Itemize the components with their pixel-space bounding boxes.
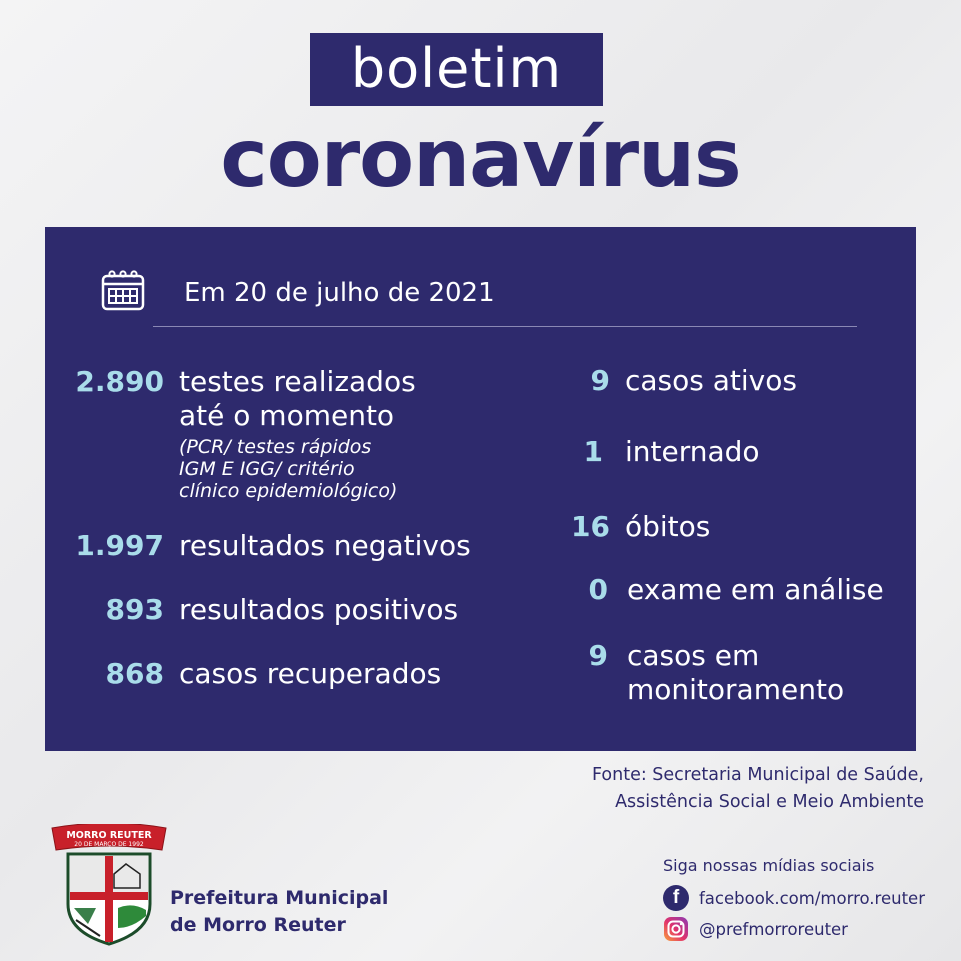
calendar-icon — [101, 269, 145, 311]
instagram-link[interactable] — [663, 916, 848, 942]
boletim-tag — [310, 33, 603, 106]
stat-label-monitoring-line2: monitoramento — [627, 673, 845, 706]
stat-label-tests-line1: testes realizados — [179, 365, 416, 398]
municipal-crest — [48, 824, 170, 946]
stat-label-active: casos ativos — [625, 364, 797, 397]
page-title: coronavírus — [220, 112, 741, 205]
stat-value-negatives: 1.997 — [75, 529, 164, 562]
organization-line2: de Morro Reuter — [170, 914, 346, 936]
organization-line1: Prefeitura Municipal — [170, 887, 389, 909]
facebook-handle: facebook.com/morro.reuter — [699, 888, 925, 908]
stat-label-negatives: resultados negativos — [179, 529, 471, 562]
boletim-tag-text: boletim — [350, 37, 563, 100]
stat-label-recovered: casos recuperados — [179, 657, 442, 690]
stat-label-pending: exame em análise — [627, 573, 884, 606]
divider — [153, 326, 857, 327]
stat-value-active: 9 — [590, 364, 610, 397]
follow-text: Siga nossas mídias sociais — [663, 856, 875, 875]
stat-value-tests: 2.890 — [75, 365, 164, 398]
stat-label-hospitalized: internado — [625, 435, 760, 468]
stat-label-positives: resultados positivos — [179, 593, 459, 626]
facebook-link[interactable] — [663, 885, 925, 911]
stat-value-deaths: 16 — [571, 510, 610, 543]
source-line1: Fonte: Secretaria Municipal de Saúde, — [591, 765, 924, 785]
crest-banner-text: MORRO REUTER — [66, 830, 152, 841]
stat-label-tests-line2: até o momento — [179, 399, 395, 432]
stat-note-line3: clínico epidemiológico) — [179, 480, 398, 502]
instagram-icon — [663, 916, 689, 942]
instagram-handle: @prefmorroreuter — [699, 919, 848, 939]
stat-value-monitoring: 9 — [588, 639, 608, 672]
stat-note-line2: IGM E IGG/ critério — [179, 458, 355, 480]
stat-label-monitoring-line1: casos em — [627, 639, 760, 672]
stat-value-hospitalized: 1 — [583, 435, 603, 468]
organization-name — [170, 885, 388, 939]
stat-value-pending: 0 — [588, 573, 608, 606]
crest-date-text: 20 DE MARÇO DE 1992 — [74, 841, 144, 848]
stat-value-positives: 893 — [105, 593, 164, 626]
bulletin-date: Em 20 de julho de 2021 — [184, 278, 495, 308]
facebook-icon: f — [663, 885, 689, 911]
stat-label-deaths: óbitos — [625, 510, 711, 543]
source-note — [592, 762, 924, 816]
source-line2: Assistência Social e Meio Ambiente — [615, 792, 924, 812]
stat-value-recovered: 868 — [105, 657, 164, 690]
stat-note-line1: (PCR/ testes rápidos — [179, 436, 372, 458]
